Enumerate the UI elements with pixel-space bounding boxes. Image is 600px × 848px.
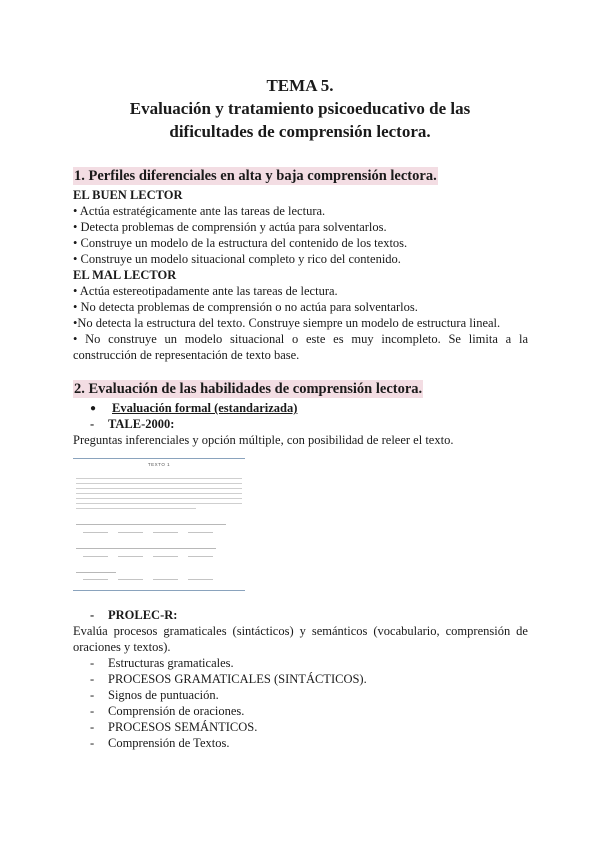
prolec-item: - PROCESOS GRAMATICALES (SINTÁCTICOS). — [90, 672, 367, 686]
page-title-line3: dificultades de comprensión lectora. — [169, 122, 431, 141]
good-reader-item: • Detecta problemas de comprensión y actúa para solventarlos. — [73, 220, 387, 234]
prolec-label: PROLEC-R: — [108, 608, 178, 622]
dash-marker: - — [90, 672, 95, 686]
tale-test-image — [73, 458, 245, 591]
good-reader-item: • Construye un modelo situacional completo y rico del contenido. — [73, 252, 401, 266]
dash-marker: - — [90, 704, 95, 718]
dash-marker: - — [90, 720, 95, 734]
bad-reader-item: •No detecta la estructura del texto. Construye siempre un modelo de estructura lineal. — [73, 316, 501, 330]
tale-description: Preguntas inferenciales y opción múltiple, con posibilidad de releer el texto. — [73, 433, 454, 447]
dash-marker: - — [90, 417, 95, 431]
good-reader-item: • Actúa estratégicamente ante las tareas de lectura. — [73, 204, 326, 218]
bad-reader-item: • No construye un modelo situacional o este es muy incompleto. Se limita a la construcción de representación de texto base. — [73, 332, 528, 362]
bad-reader-item: • No detecta problemas de comprensión o no actúa para solventarlos. — [73, 300, 418, 314]
good-reader-label: EL BUEN LECTOR — [73, 188, 183, 202]
prolec-item: - PROCESOS SEMÁNTICOS. — [90, 720, 258, 734]
bad-reader-label: EL MAL LECTOR — [73, 268, 177, 282]
tale-label: TALE-2000: — [108, 417, 175, 431]
good-reader-item: • Construye un modelo de la estructura del contenido de los textos. — [73, 236, 408, 250]
section2-heading: 2. Evaluación de las habilidades de comprensión lectora. — [74, 381, 423, 397]
dash-marker: - — [90, 608, 95, 622]
dash-marker: - — [90, 656, 95, 670]
page-title: TEMA 5. — [266, 76, 334, 95]
formal-evaluation-label: Evaluación formal (estandarizada) — [112, 401, 298, 415]
prolec-item: - Estructuras gramaticales. — [90, 656, 234, 670]
dash-marker: - — [90, 688, 95, 702]
prolec-item: - Signos de puntuación. — [90, 688, 219, 702]
bullet-dot: ● — [90, 403, 97, 414]
tale-image-title: TEXTO 1 — [147, 462, 171, 467]
bad-reader-item: • Actúa estereotipadamente ante las tareas de lectura. — [73, 284, 338, 298]
page-title-line2: Evaluación y tratamiento psicoeducativo de las — [129, 99, 471, 118]
prolec-item: - Comprensión de Textos. — [90, 736, 230, 750]
prolec-description: Evalúa procesos gramaticales (sintácticos) y semánticos (vocabulario, comprensión de oraciones y textos). — [73, 624, 528, 654]
section1-heading: 1. Perfiles diferenciales en alta y baja comprensión lectora. — [74, 168, 437, 184]
prolec-item: - Comprensión de oraciones. — [90, 704, 245, 718]
dash-marker: - — [90, 736, 95, 750]
